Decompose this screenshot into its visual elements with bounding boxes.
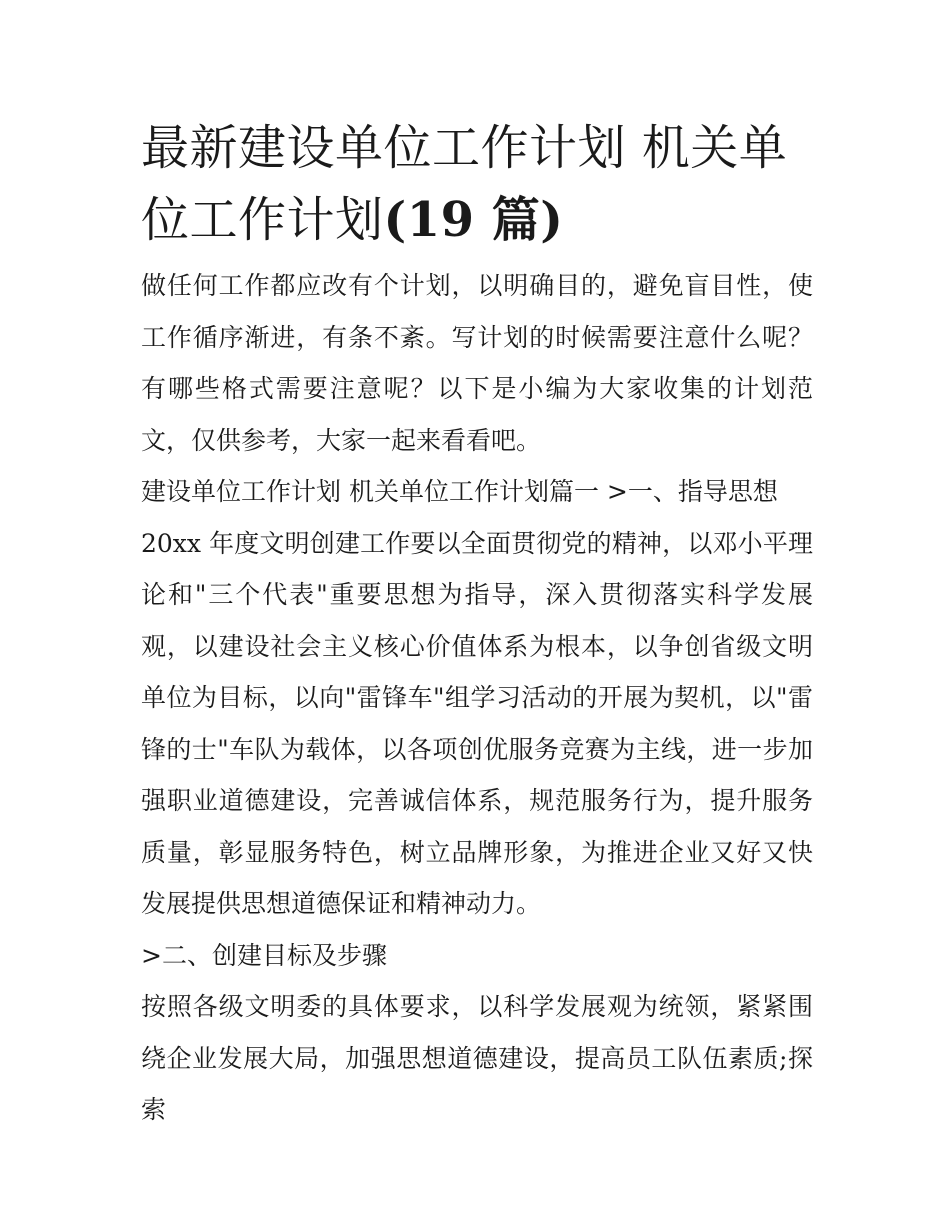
section-heading-goals-and-steps: >二、创建目标及步骤: [141, 940, 387, 970]
body-paragraph: 按照各级文明委的具体要求，以科学发展观为统领，紧紧围绕企业发展大局，加强思想道德建设，提高员工队伍素质;探索: [141, 992, 813, 1124]
intro-paragraph: 做任何工作都应改有个计划，以明确目的，避免盲目性，使工作循序渐进，有条不紊。写计划的时候需要注意什么呢？有哪些格式需要注意呢？以下是小编为大家收集的计划范文，仅供参考，大家一起来看看吧。: [141, 271, 813, 455]
section-heading-guiding-ideology: 建设单位工作计划 机关单位工作计划篇一 >一、指导思想: [141, 477, 778, 506]
title-count: (19 篇): [383, 192, 564, 248]
document-page: [141, 112, 813, 1136]
body-paragraph: 20xx 年度文明创建工作要以全面贯彻党的精神，以邓小平理论和"三个代表"重要思想为指导，深入贯彻落实科学发展观，以建设社会主义核心价值体系为根本，以争创省级文明单位为目标，以向"雷锋车"组学习活动的开展为契机，以"雷锋的士"车队为载体，以各项创优服务竞赛为主线，进一步加强职业道德建设，完善诚信体系，规范服务行为，提升服务质量，彰显服务特色，树立品牌形象，为推进企业又好又快发展提供思想道德保证和精神动力。: [141, 528, 813, 918]
document-body: [141, 260, 813, 1136]
document-title: [141, 112, 813, 256]
title-text: 最新建设单位工作计划 机关单位工作计划: [141, 120, 788, 248]
